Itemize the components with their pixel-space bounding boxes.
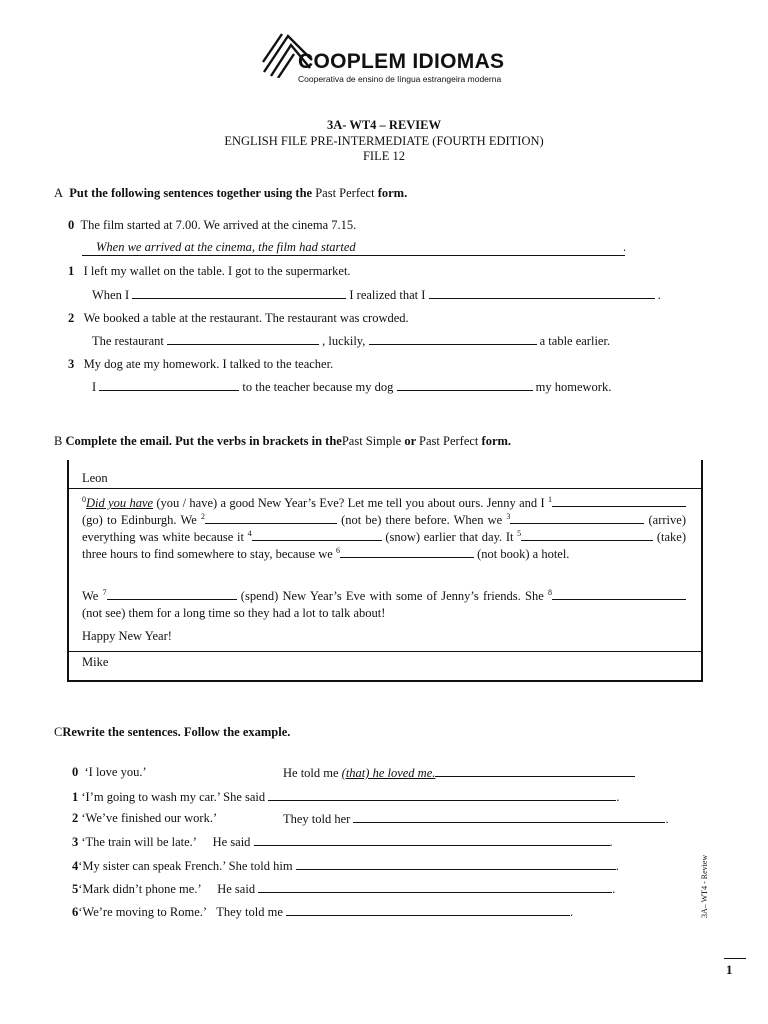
email-greeting: Leon: [82, 471, 108, 485]
answer-blank[interactable]: [296, 858, 616, 870]
answer-blank[interactable]: [397, 379, 533, 391]
logo-name: COOPLEM IDIOMAS: [298, 50, 505, 73]
section-a-item-0: 0 The film started at 7.00. We arrived at the cinema 7.15.: [68, 218, 357, 232]
logo-tagline: Cooperativa de ensino de língua estrangeira moderna: [298, 74, 502, 84]
section-c-item-4: 4‘My sister can speak French.’ She told him .: [72, 859, 619, 873]
answer-blank[interactable]: [429, 287, 655, 299]
answer-blank-4[interactable]: [252, 529, 382, 541]
answer-blank[interactable]: [286, 904, 570, 916]
worksheet-subtitle: ENGLISH FILE PRE-INTERMEDIATE (FOURTH EDITION): [224, 134, 544, 148]
section-c-item-5: 5‘Mark didn’t phone me.’ He said .: [72, 882, 616, 896]
email-body-paragraph-2: We $^7$ (spend) New Year’s Eve with some of Jenny’s friends. She $^8$ (not see) them for a long time so they had a lot to talk about!: [82, 588, 686, 622]
email-body-paragraph-1: $^0$Did you have (you / have) a good New Year’s Eve? Let me tell you about ours. Jenny and I $^1$ (go) to Edinburgh. We $^2$ (not be) there before. When we $^3$ (arrive) everything was white because it $^4$ (snow) earlier that day. It $^5$ (take) three hours to find somewhere to stay, because we $^6$ (not book) a hotel.: [82, 494, 686, 561]
section-a-item-3: 3 My dog ate my homework. I talked to the teacher.: [68, 357, 334, 371]
email-signature: Mike: [82, 655, 109, 669]
answer-blank-8[interactable]: [552, 588, 686, 600]
section-c-item-3: 3 ‘The train will be late.’ He said .: [72, 835, 613, 849]
answer-blank-3[interactable]: [510, 512, 644, 524]
answer-blank[interactable]: [132, 287, 346, 299]
answer-blank[interactable]: [268, 789, 616, 801]
answer-blank[interactable]: [167, 333, 319, 345]
side-label: 3A– WT4 - Review: [700, 854, 709, 918]
worksheet-title: 3A- WT4 – REVIEW: [326, 118, 442, 132]
answer-blank[interactable]: [258, 881, 612, 893]
worksheet-file: FILE 12: [362, 149, 405, 163]
answer-blank[interactable]: [369, 333, 537, 345]
answer-blank[interactable]: [254, 834, 610, 846]
answer-blank[interactable]: [99, 379, 239, 391]
section-c-item-6: 6‘We’re moving to Rome.’ They told me .: [72, 905, 574, 919]
email-closing: Happy New Year!: [82, 629, 172, 643]
section-a-item-2-answer: The restaurant , luckily, a table earlier.: [92, 334, 611, 348]
section-c-heading: CRewrite the sentences. Follow the example.: [54, 725, 291, 739]
section-a-example-answer: When we arrived at the cinema, the film had started: [82, 240, 625, 256]
answer-blank-1[interactable]: [552, 495, 686, 507]
section-c-item-1: 1 ‘I’m going to wash my car.’ She said .: [72, 790, 620, 804]
section-c-item-2: 2 ‘We’ve finished our work.’: [72, 811, 218, 825]
page-number: 1: [726, 962, 733, 977]
section-a-heading: A Put the following sentences together using the Past Perfect form.: [54, 186, 408, 200]
answer-blank-6[interactable]: [340, 546, 474, 558]
section-c-example-answer: He told me (that) he loved me.: [283, 765, 635, 781]
answer-blank-5[interactable]: [521, 529, 653, 541]
section-a-item-3-answer: I to the teacher because my dog my homework.: [92, 380, 612, 394]
page-number-rule: [724, 958, 746, 959]
section-a-item-1-answer: When I I realized that I .: [92, 288, 661, 302]
section-a-item-2: 2 We booked a table at the restaurant. The restaurant was crowded.: [68, 311, 409, 325]
answer-blank[interactable]: [353, 811, 665, 823]
email-box: [67, 460, 703, 682]
answer-blank-2[interactable]: [205, 512, 337, 524]
section-c-item-0: 0 ‘I love you.’: [72, 765, 147, 779]
section-a-item-1: 1 I left my wallet on the table. I got to the supermarket.: [68, 264, 351, 278]
email-divider: [67, 488, 701, 489]
email-divider: [67, 651, 701, 652]
section-b-heading: B Complete the email. Put the verbs in brackets in thePast Simple or Past Perfect form.: [54, 434, 512, 448]
answer-blank-7[interactable]: [107, 588, 237, 600]
